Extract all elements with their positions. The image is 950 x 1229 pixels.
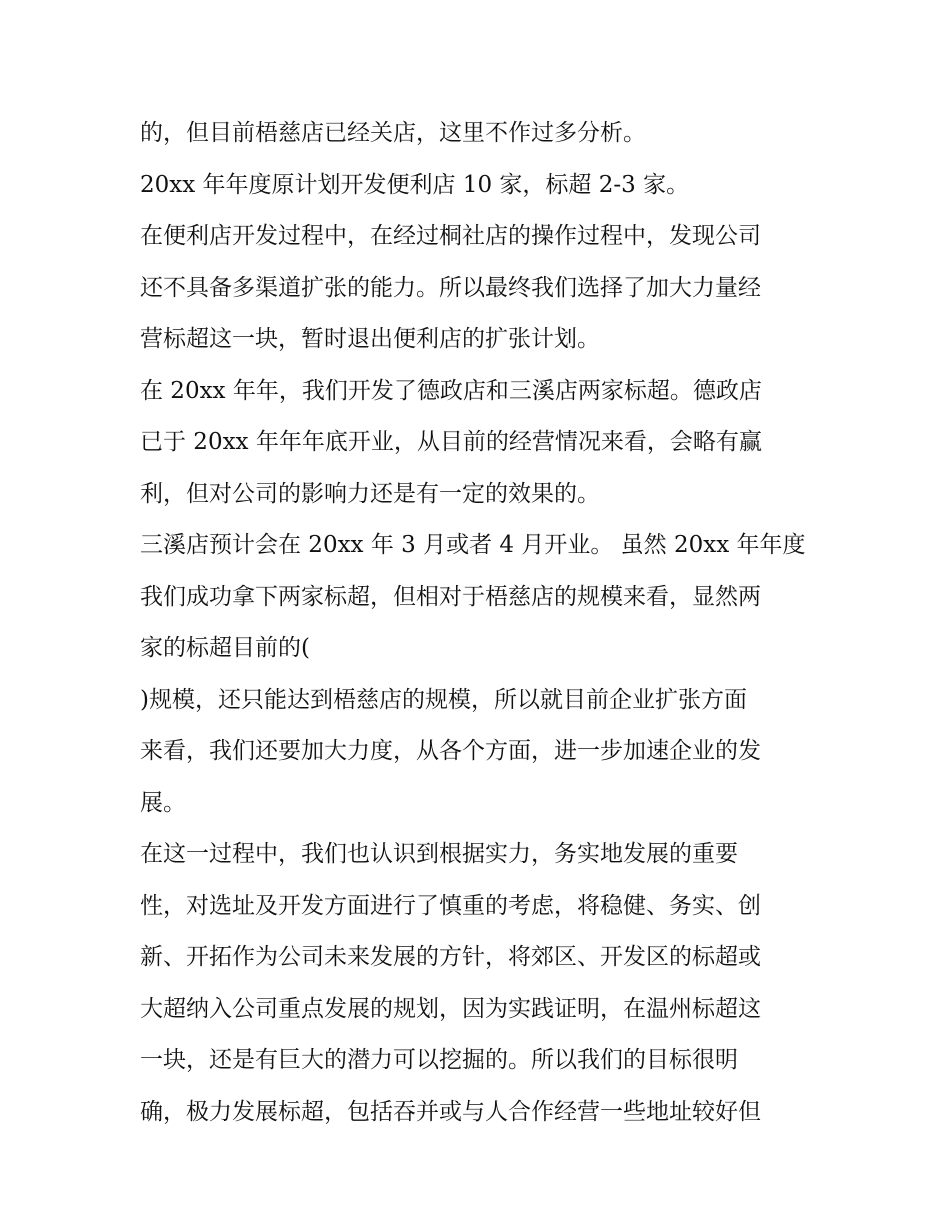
- text-line: 利，但对公司的影响力还是有一定的效果的。: [140, 480, 600, 507]
- text-line: 的，但目前梧慈店已经关店，这里不作过多分析。: [140, 120, 646, 146]
- text-line: 在便利店开发过程中，在经过桐社店的操作过程中，发现公司: [140, 223, 761, 249]
- text-line: 展。: [140, 789, 186, 816]
- text-line: 确，极力发展标超，包括吞并或与人合作经营一些地址较好但: [140, 1098, 761, 1125]
- text-line: 性，对选址及开发方面进行了慎重的考虑，将稳健、务实、创: [140, 892, 761, 919]
- text-line: 已于 20xx 年年年底开业，从目前的经营情况来看，会略有赢: [140, 429, 762, 455]
- text-line: 三溪店预计会在 20xx 年 3 月或者 4 月开业。 虽然 20xx 年年度: [140, 532, 806, 558]
- text-line: 一块，还是有巨大的潜力可以挖掘的。所以我们的目标很明: [140, 1047, 738, 1073]
- text-line: 我们成功拿下两家标超，但相对于梧慈店的规模来看，显然两: [140, 583, 761, 610]
- text-line: 营标超这一块，暂时退出便利店的扩张计划。: [140, 326, 600, 352]
- document-body: [140, 108, 830, 1138]
- text-line: )规模，还只能达到梧慈店的规模，所以就目前企业扩张方面: [140, 686, 747, 713]
- text-line: 来看，我们还要加大力度，从各个方面，进一步加速企业的发: [140, 738, 761, 764]
- text-line: 在这一过程中，我们也认识到根据实力，务实地发展的重要: [140, 841, 738, 867]
- text-line: 家的标超目前的(: [140, 635, 310, 661]
- text-line: 在 20xx 年年，我们开发了德政店和三溪店两家标超。德政店: [140, 377, 762, 404]
- text-line: 大超纳入公司重点发展的规划，因为实践证明，在温州标超这: [140, 995, 761, 1022]
- text-line: 20xx 年年度原计划开发便利店 10 家，标超 2-3 家。: [140, 171, 690, 198]
- text-line: 新、开拓作为公司未来发展的方针，将郊区、开发区的标超或: [140, 944, 761, 970]
- text-line: 还不具备多渠道扩张的能力。所以最终我们选择了加大力量经: [140, 274, 761, 301]
